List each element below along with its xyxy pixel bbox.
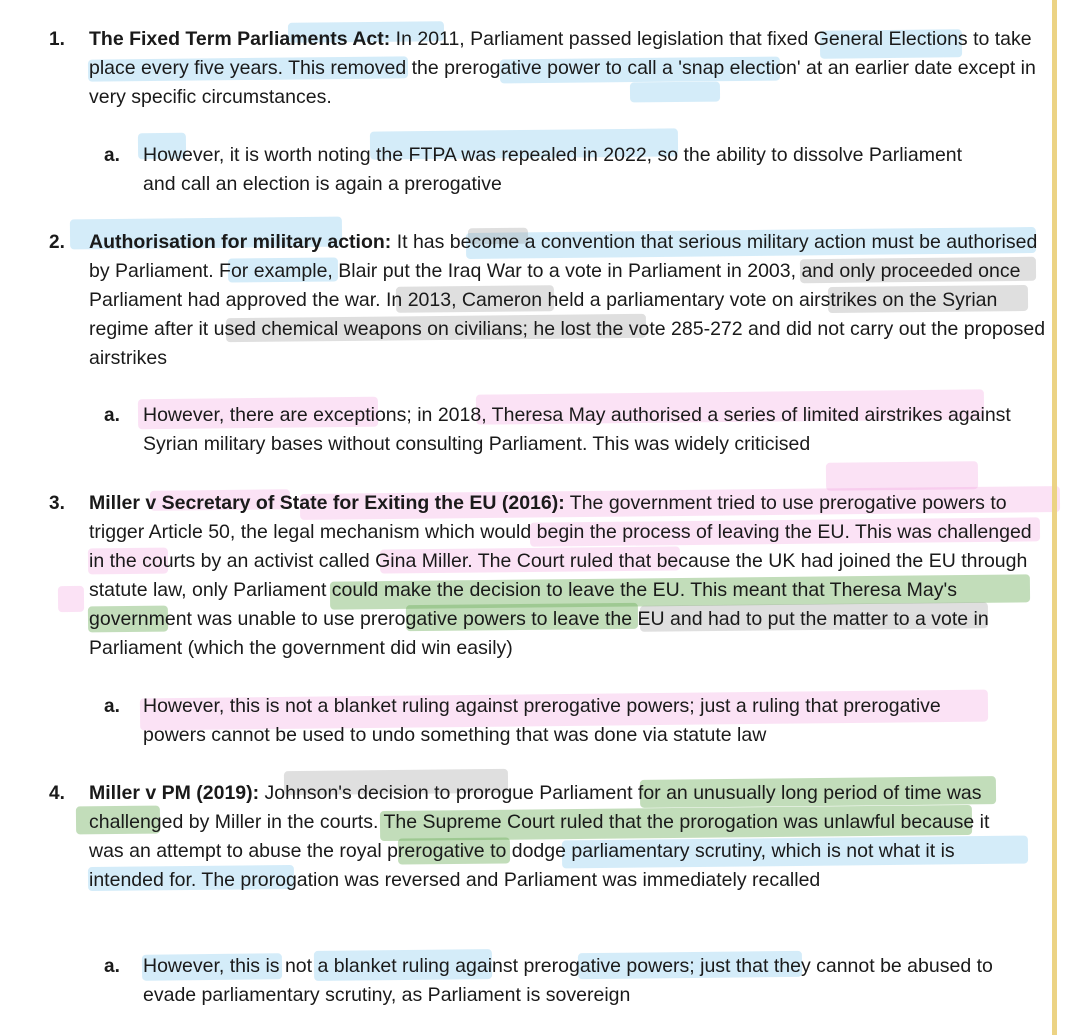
- item-2-lead: Authorisation for military action:: [89, 231, 392, 253]
- item-3a-text: However, this is not a blanket ruling against prerogative powers; just a ruling that prerogative powers cannot be used to undo something that was done via statute law: [143, 695, 941, 746]
- item-4-paragraph: [89, 779, 1019, 895]
- item-1a-letter: a.: [104, 145, 120, 166]
- item-4a-letter: a.: [104, 956, 120, 977]
- item-1-paragraph: [89, 25, 1044, 112]
- item-2-paragraph: [89, 228, 1047, 373]
- item-3a-letter: a.: [104, 696, 120, 717]
- item-2-number: 2.: [49, 232, 65, 253]
- margin-rule: [1052, 0, 1057, 1035]
- item-4-text: Johnson's decision to prorogue Parliament for an unusually long period of time was challenged by Miller in the courts. The Supreme Court ruled that the prorogation was unlawful because it was an attempt to abuse the royal prerogative to dodge parliamentary scrutiny, which is not what it is intended for. The prorogation was reversed and Parliament was immediately recalled: [89, 782, 990, 891]
- item-2a-letter: a.: [104, 405, 120, 426]
- item-3-text: The government tried to use prerogative powers to trigger Article 50, the legal mechanism which would begin the process of leaving the EU. This was challenged in the courts by an activist called Gina Miller. The Court ruled that because the UK had joined the EU through statute law, only Parliament could make the decision to leave the EU. This meant that Theresa May's government was unable to use prerogative powers to leave the EU and had to put the matter to a vote in Parliament (which the government did win easily): [89, 492, 1032, 659]
- item-1-number: 1.: [49, 29, 65, 50]
- item-2-text: It has become a convention that serious military action must be authorised by Parliament. For example, Blair put the Iraq War to a vote in Parliament in 2003, and only proceeded once Parliament had approved the war. In 2013, Cameron held a parliamentary vote on airstrikes on the Syrian regime after it used chemical weapons on civilians; he lost the vote 285-272 and did not carry out the proposed airstrikes: [89, 231, 1046, 369]
- item-3-lead: Miller v Secretary of State for Exiting the EU (2016):: [89, 492, 565, 514]
- item-4-number: 4.: [49, 783, 65, 804]
- item-4-lead: Miller v PM (2019):: [89, 782, 260, 804]
- item-3-number: 3.: [49, 493, 65, 514]
- item-1a-text: However, it is worth noting the FTPA was repealed in 2022, so the ability to dissolve Parliament and call an election is again a prerogative: [143, 144, 963, 195]
- item-3-paragraph: [89, 489, 1047, 663]
- item-1-lead: The Fixed Term Parliaments Act:: [89, 28, 391, 50]
- item-4a-text: However, this is not a blanket ruling against prerogative powers; just that they cannot be abused to evade parliamentary scrutiny, as Parliament is sovereign: [143, 955, 993, 1006]
- item-1-text: In 2011, Parliament passed legislation that fixed General Elections to take place every five years. This removed the prerogative power to call a 'snap election' at an earlier date except in very specific circumstances.: [89, 28, 1036, 108]
- item-2a-text: However, there are exceptions; in 2018, Theresa May authorised a series of limited airstrikes against Syrian military bases without consulting Parliament. This was widely criticised: [143, 404, 1011, 455]
